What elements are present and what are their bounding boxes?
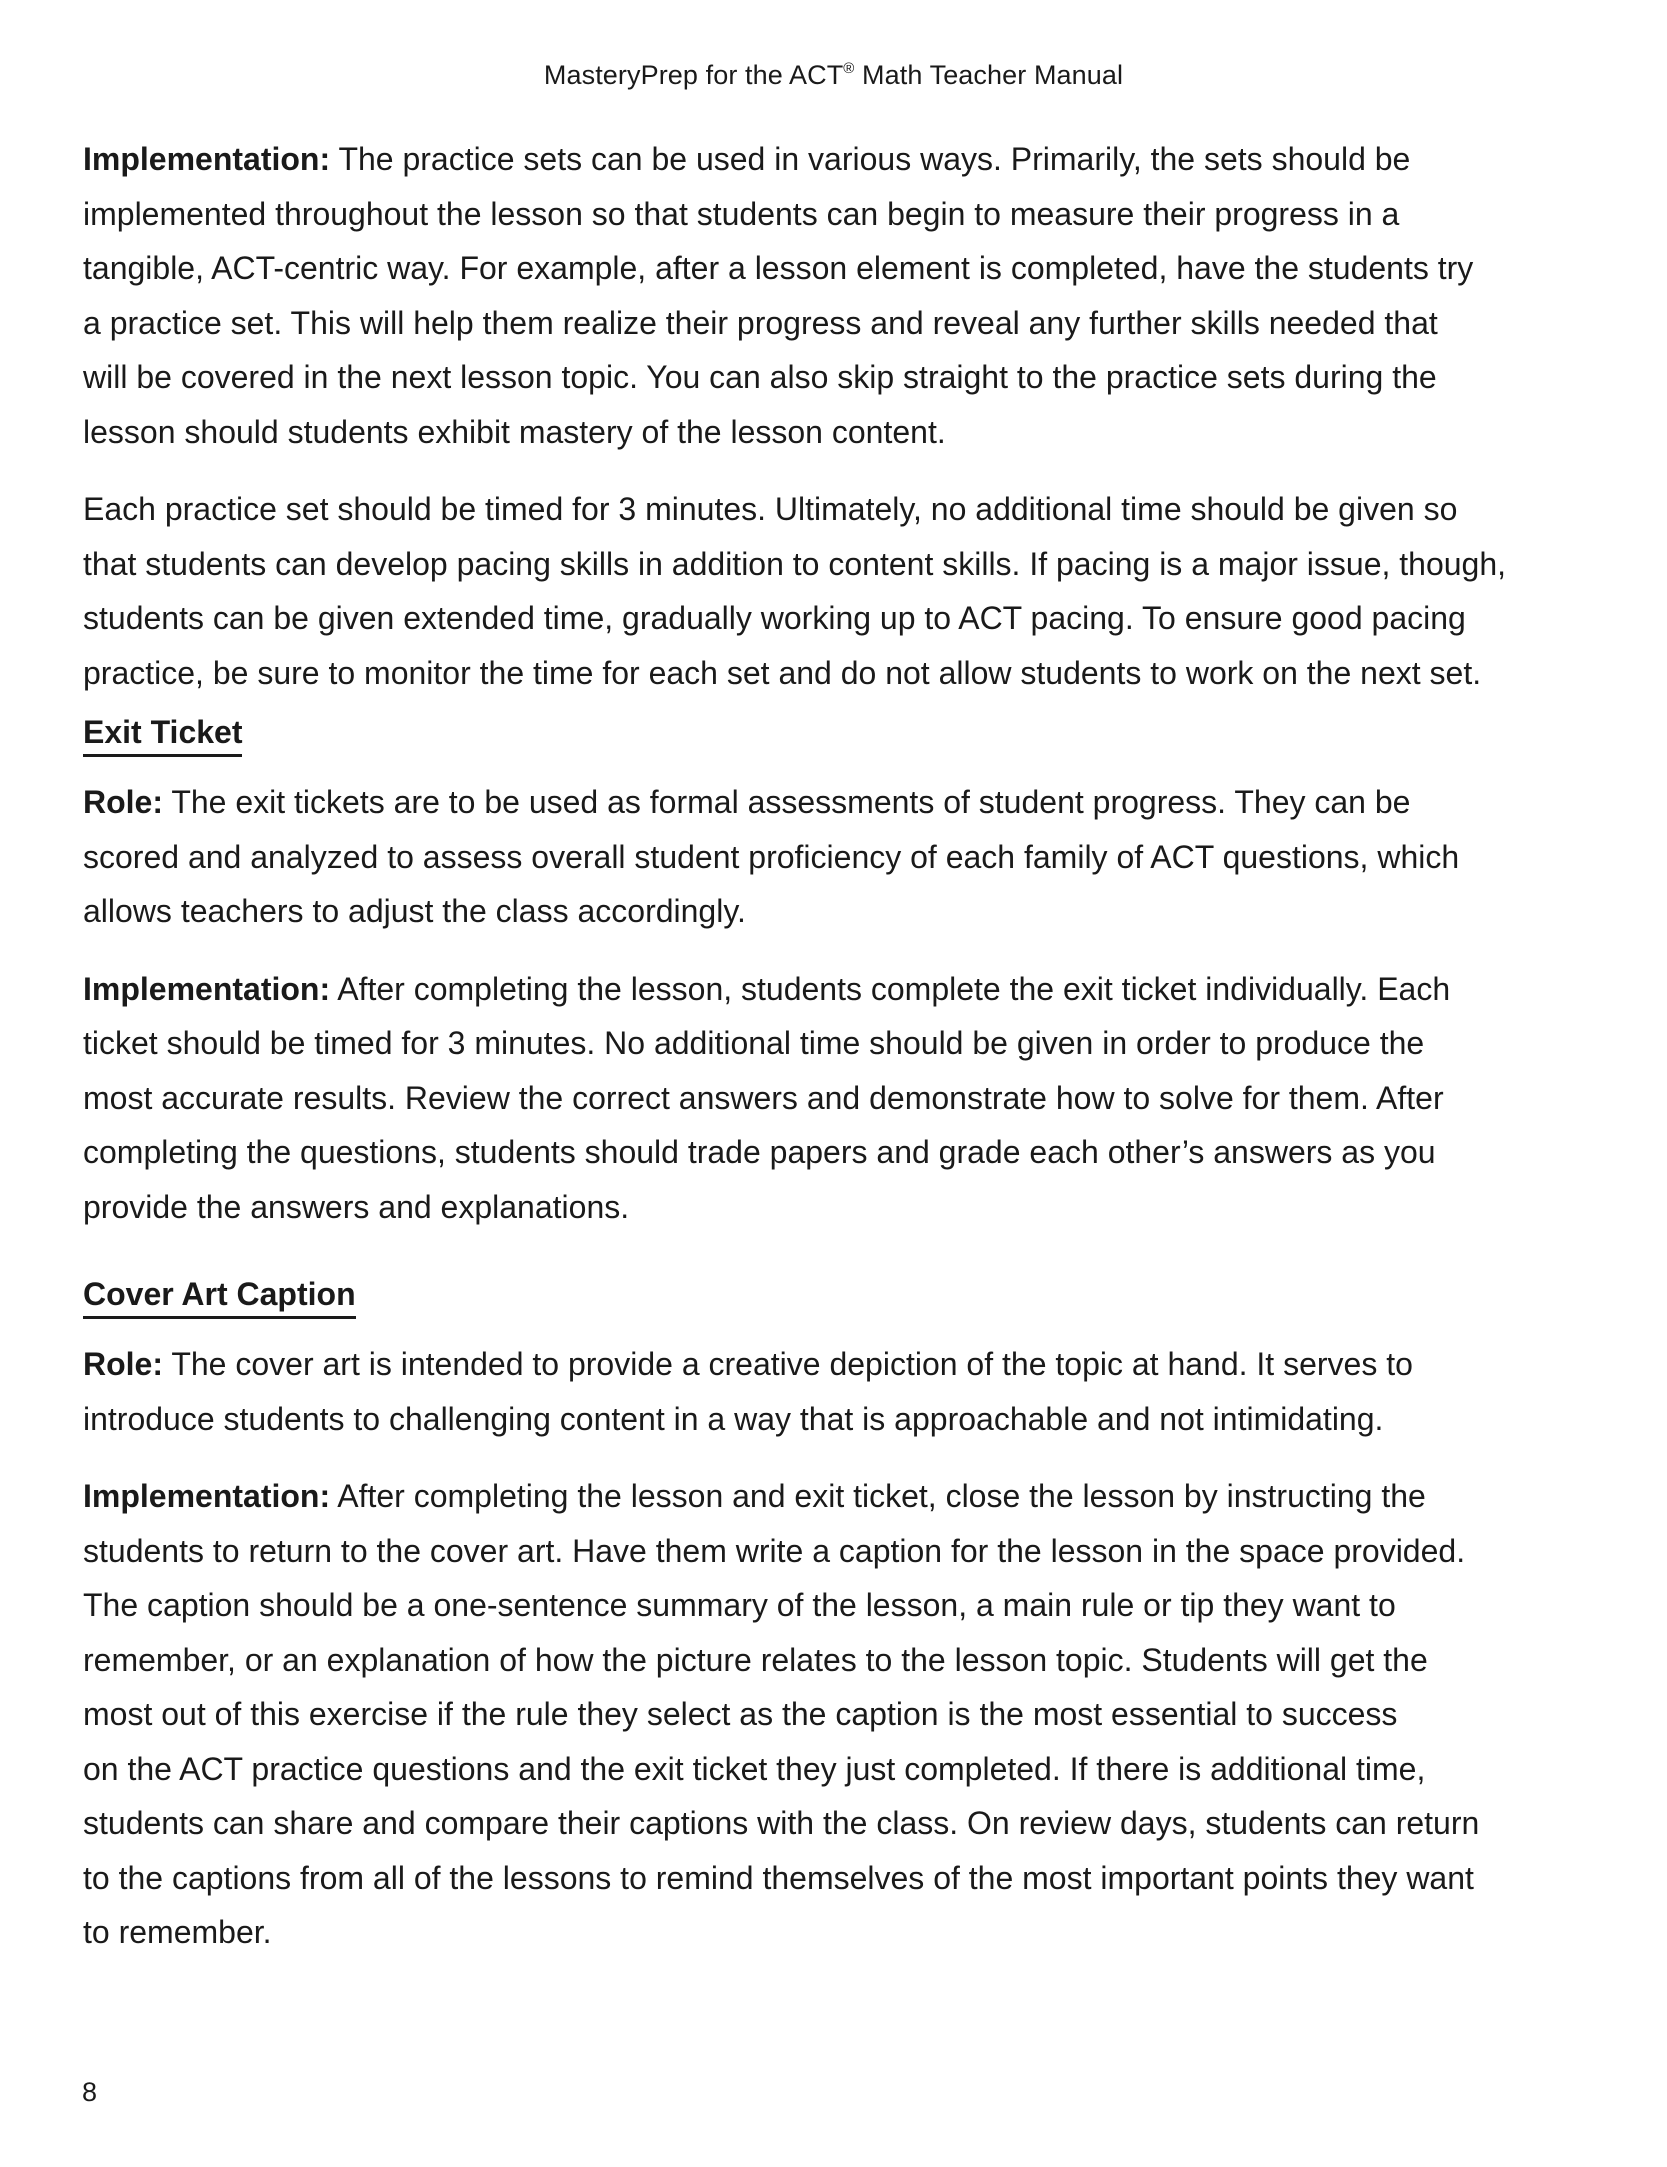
text-line: completing the questions, students should trade papers and grade each other’s answers as you [83,1134,1436,1170]
text-line: remember, or an explanation of how the picture relates to the lesson topic. Students will get the [83,1641,1428,1678]
text-line: students can share and compare their captions with the class. On review days, students can return [83,1805,1480,1841]
text-line: provide the answers and explanations. [83,1188,630,1225]
text-line: lesson should students exhibit mastery of the lesson content. [83,413,946,450]
text-line: The exit tickets are to be used as formal assessments of student progress. They can be [163,784,1411,820]
text-line: tangible, ACT-centric way. For example, after a lesson element is completed, have the students try [83,250,1474,286]
cover-art-heading-wrap [83,1274,1553,1319]
text-line: that students can develop pacing skills in addition to content skills. If pacing is a major issue, though, [83,545,1507,582]
registered-mark: ® [843,60,855,77]
exit-ticket-implementation-paragraph [83,962,1553,1235]
role-label: Role: [83,1346,163,1382]
implementation-label: Implementation: [83,970,331,1007]
text-line: The caption should be a one-sentence summary of the lesson, a main rule or tip they want to [83,1587,1396,1623]
cover-art-heading: Cover Art Caption [83,1274,356,1319]
text-line: a practice set. This will help them realize their progress and reveal any further skills needed that [83,304,1438,341]
text-line: will be covered in the next lesson topic. You can also skip straight to the practice sets during the [83,359,1437,395]
exit-ticket-heading: Exit Ticket [83,712,242,757]
text-line: practice, be sure to monitor the time for each set and do not allow students to work on the next set. [83,654,1482,691]
exit-ticket-role-paragraph [83,775,1553,939]
page-number: 8 [82,2077,98,2107]
text-line: implemented throughout the lesson so that students can begin to measure their progress in a [83,195,1400,232]
text-line: most out of this exercise if the rule they select as the caption is the most essential to success [83,1696,1398,1732]
exit-ticket-heading-wrap [83,712,1553,757]
page-body [83,132,1553,1960]
text-line: After completing the lesson and exit ticket, close the lesson by instructing the [330,1478,1426,1514]
text-line: most accurate results. Review the correct answers and demonstrate how to solve for them. After [83,1079,1444,1116]
role-label: Role: [83,784,163,820]
text-line: to the captions from all of the lessons to remind themselves of the most important points they want [83,1859,1474,1896]
implementation-label: Implementation: [83,141,331,177]
text-line: The cover art is intended to provide a creative depiction of the topic at hand. It serves to [163,1346,1413,1382]
implementation-label: Implementation: [83,1478,331,1514]
text-line: scored and analyzed to assess overall student proficiency of each family of ACT questions, which [83,838,1460,875]
text-line: allows teachers to adjust the class accordingly. [83,893,746,929]
header-title-prefix: MasteryPrep for the ACT [543,60,844,90]
header-title-suffix: Math Teacher Manual [854,60,1124,90]
running-header [0,60,1667,91]
text-line: students to return to the cover art. Have them write a caption for the lesson in the space provided. [83,1532,1466,1569]
text-line: students can be given extended time, gradually working up to ACT pacing. To ensure good pacing [83,600,1466,636]
cover-art-role-paragraph [83,1337,1553,1446]
text-line: After completing the lesson, students complete the exit ticket individually. Each [330,970,1451,1007]
text-line: on the ACT practice questions and the exit ticket they just completed. If there is additional time, [83,1750,1426,1787]
text-line: The practice sets can be used in various ways. Primarily, the sets should be [330,141,1411,177]
text-line: Each practice set should be timed for 3 minutes. Ultimately, no additional time should be given so [83,491,1458,527]
text-line: ticket should be timed for 3 minutes. No additional time should be given in order to produce the [83,1025,1425,1061]
cover-art-implementation-paragraph [83,1469,1553,1960]
practice-implementation-paragraph [83,132,1553,459]
text-line: to remember. [83,1914,272,1950]
practice-timing-paragraph [83,482,1553,700]
text-line: introduce students to challenging content in a way that is approachable and not intimidating. [83,1400,1384,1437]
